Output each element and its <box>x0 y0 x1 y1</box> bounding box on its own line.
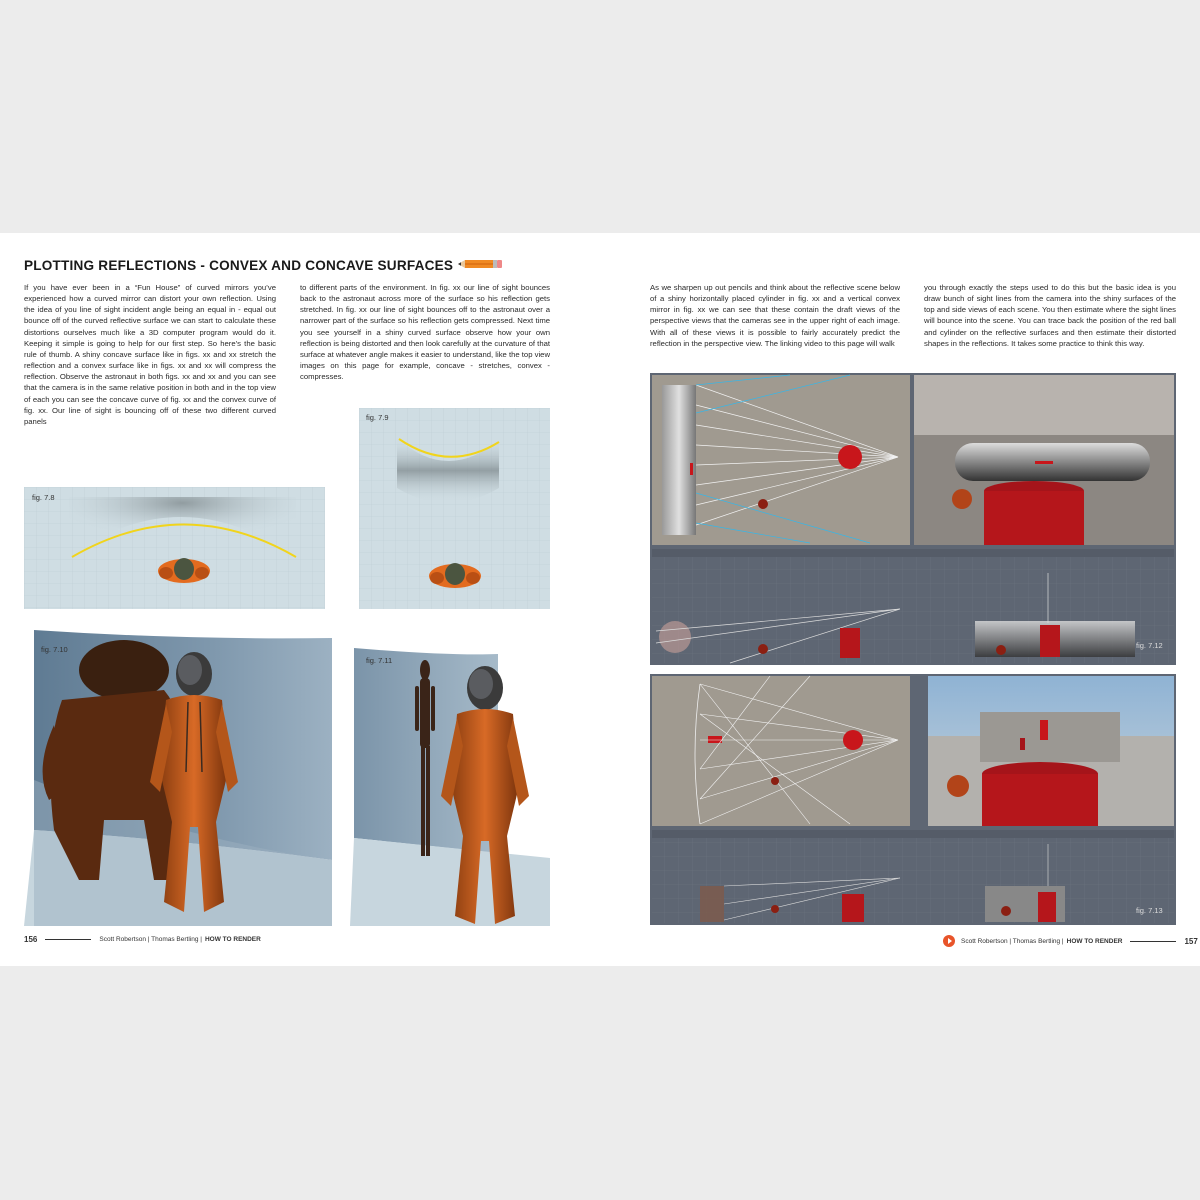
body-text-column-4: you through exactly the steps used to do this but the basic idea is you draw bunch of sight lines from the camera into the shiny surfaces of the top and side views of each scene. You then estimate where the sight lines will bounce into the scene. You can trace back the position of the red ball and cylinder on the reflective surfaces and then estimate their distorted shapes in the reflections. It takes some practice to think this way. <box>924 283 1176 348</box>
figure-7-9 <box>359 408 550 609</box>
figure-7-8-render <box>24 487 325 609</box>
figure-7-9-render <box>359 408 550 609</box>
footer-authors: Scott Robertson | Thomas Bertling | <box>99 936 202 943</box>
figure-7-12-label: fig. 7.12 <box>1136 641 1163 650</box>
figure-7-10-render <box>24 630 334 926</box>
figure-7-13-label: fig. 7.13 <box>1136 906 1163 915</box>
footer-rule <box>45 939 91 940</box>
figure-7-12 <box>650 373 1176 665</box>
left-footer <box>24 935 261 944</box>
body-text-column-3: As we sharpen up out pencils and think about the reflective scene below of a shiny horizontally placed cylinder in fig. xx and a vertical convex mirror in fig. xx we can see that these contain the draft views of the perspective views that the cameras see in the upper right of each image. With all of these views it is possible to fairly accurately predict the reflection in the perspective view. The linking video to this page will walk <box>650 283 900 348</box>
page-number-right: 157 <box>1184 936 1198 946</box>
right-footer <box>943 935 1198 947</box>
figure-7-10-label: fig. 7.10 <box>41 645 68 654</box>
title-text: PLOTTING REFLECTIONS - CONVEX AND CONCAVE SURFACES <box>24 258 454 273</box>
page-title <box>24 258 502 273</box>
figure-7-8 <box>24 487 325 609</box>
figure-7-10 <box>24 630 334 926</box>
body-text-column-2: to different parts of the environment. In fig. xx our line of sight bounces back to the astronaut across more of the surface so his reflection gets stretched. In fig. xx our line of sight bounces off to the astronaut over a narrower part of the surface so his reflection gets compressed. Next time you see yourself in a shiny curved surface observe how your own reflection is being distorted and then look carefully at the curvature of that surface at whatever angle makes it easier to understand, like the top view images on this page for example, concave - stretches, convex - compresses. <box>300 283 550 382</box>
figure-7-9-label: fig. 7.9 <box>366 413 389 422</box>
page-number-left: 156 <box>24 935 38 944</box>
footer-book-title: HOW TO RENDER <box>204 936 261 943</box>
figure-7-11 <box>350 648 550 926</box>
figure-7-11-render <box>350 648 550 926</box>
play-icon[interactable] <box>943 935 955 947</box>
footer-authors: Scott Robertson | Thomas Bertling | <box>961 937 1064 945</box>
figure-7-13-render <box>650 674 1176 925</box>
footer-rule <box>1130 941 1176 942</box>
figure-7-12-render <box>650 373 1176 665</box>
figure-7-8-label: fig. 7.8 <box>32 493 55 502</box>
body-text-column-1: If you have ever been in a “Fun House” of curved mirrors you’ve experienced how a curved mirror can distort your own reflection. Using the idea of you line of sight incident angle being an equal in - equal out bounce off of the curved reflective surface we can start to calculate these distortions ourselves much like a 3D computer program would do it. Keeping it simple is going to help for our first step. So here’s the basic rule of thumb. A shiny concave surface like in figs. xx and xx stretch the reflection and a convex surface like in figs. xx and xx will compress the reflection. Observe the astronaut in both figs. xx and xx and you can see that the camera is in the same relative position in both and in the top view of each you can see the concave curve of fig. xx and the convex curve of fig. xx. Our line of sight is bouncing off of these two different curved panels <box>24 283 276 426</box>
footer-book-title: HOW TO RENDER <box>1066 937 1123 945</box>
figure-7-11-label: fig. 7.11 <box>366 656 393 665</box>
figure-7-13 <box>650 674 1176 925</box>
pencil-icon <box>458 258 502 273</box>
book-spread <box>0 233 1200 966</box>
